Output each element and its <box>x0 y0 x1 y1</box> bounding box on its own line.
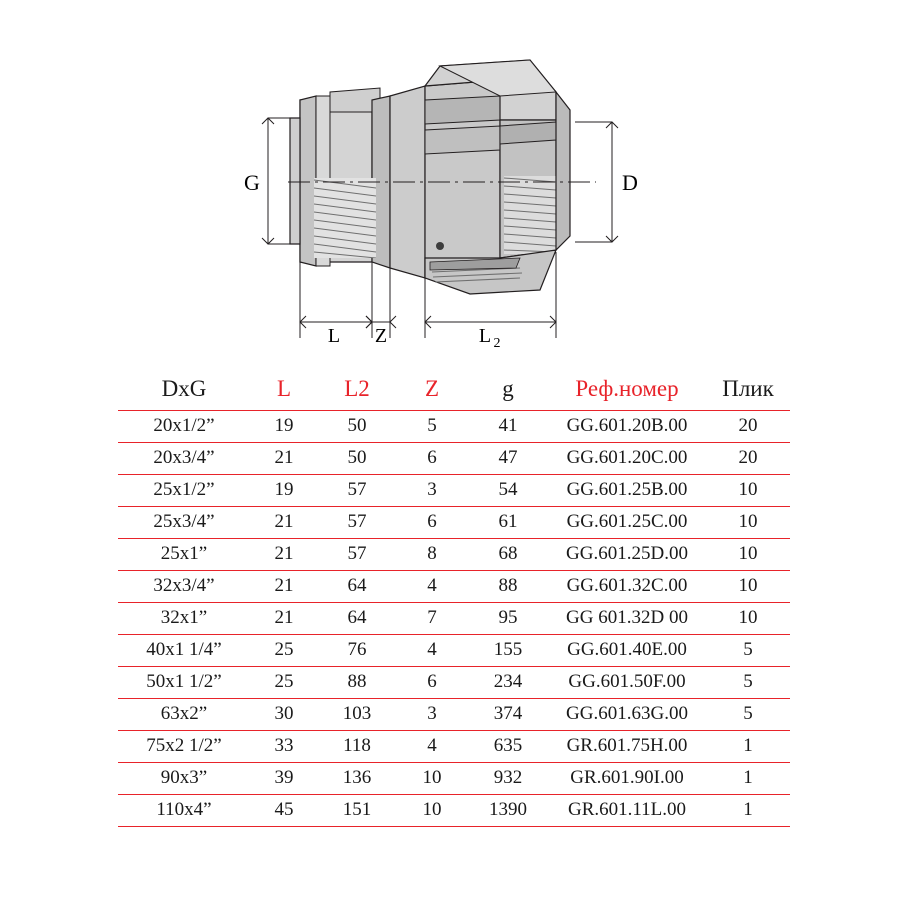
cell-pack: 10 <box>706 475 790 507</box>
cell-l2: 64 <box>318 603 396 635</box>
cell-l: 30 <box>250 699 318 731</box>
table-row <box>118 443 790 475</box>
cell-reference-number: GG.601.25B.00 <box>548 475 706 507</box>
cell-l: 21 <box>250 539 318 571</box>
cell-g: 932 <box>468 763 548 795</box>
cell-pack: 10 <box>706 539 790 571</box>
table-row <box>118 795 790 827</box>
cell-z: 10 <box>396 795 468 827</box>
cell-dxg: 40x1 1/4” <box>118 635 250 667</box>
table-row <box>118 763 790 795</box>
cell-pack: 5 <box>706 635 790 667</box>
cell-z: 4 <box>396 635 468 667</box>
table-row <box>118 635 790 667</box>
cell-l2: 88 <box>318 667 396 699</box>
cell-l: 45 <box>250 795 318 827</box>
cell-reference-number: GG 601.32D 00 <box>548 603 706 635</box>
cell-pack: 5 <box>706 699 790 731</box>
column-header-pack: Плик <box>722 376 774 401</box>
cell-dxg: 25x1” <box>118 539 250 571</box>
cell-reference-number: GG.601.50F.00 <box>548 667 706 699</box>
cell-z: 4 <box>396 571 468 603</box>
dimension-label-z: Z <box>374 325 388 347</box>
cell-dxg: 50x1 1/2” <box>118 667 250 699</box>
cell-reference-number: GR.601.90I.00 <box>548 763 706 795</box>
cell-l2: 151 <box>318 795 396 827</box>
cell-g: 374 <box>468 699 548 731</box>
cell-dxg: 20x3/4” <box>118 443 250 475</box>
cell-l: 39 <box>250 763 318 795</box>
cell-pack: 1 <box>706 763 790 795</box>
cell-g: 47 <box>468 443 548 475</box>
cell-pack: 1 <box>706 731 790 763</box>
cell-g: 88 <box>468 571 548 603</box>
column-header-g: g <box>502 376 514 401</box>
cell-z: 3 <box>396 699 468 731</box>
table-row <box>118 475 790 507</box>
cell-z: 3 <box>396 475 468 507</box>
cell-g: 61 <box>468 507 548 539</box>
cell-pack: 5 <box>706 667 790 699</box>
cell-reference-number: GR.601.75H.00 <box>548 731 706 763</box>
table-row <box>118 411 790 443</box>
cell-l: 19 <box>250 475 318 507</box>
cell-z: 6 <box>396 443 468 475</box>
cell-pack: 20 <box>706 411 790 443</box>
cell-dxg: 32x3/4” <box>118 571 250 603</box>
column-header-dxg: DxG <box>161 376 207 401</box>
cell-g: 635 <box>468 731 548 763</box>
cell-l: 21 <box>250 571 318 603</box>
cell-pack: 10 <box>706 571 790 603</box>
cell-z: 10 <box>396 763 468 795</box>
cell-z: 8 <box>396 539 468 571</box>
cell-z: 7 <box>396 603 468 635</box>
cell-dxg: 25x3/4” <box>118 507 250 539</box>
table-row <box>118 507 790 539</box>
cell-reference-number: GG.601.25D.00 <box>548 539 706 571</box>
cell-z: 6 <box>396 667 468 699</box>
column-header-reference-number: Реф.номер <box>575 376 679 401</box>
dimension-label-d: D <box>622 170 638 195</box>
cell-l2: 57 <box>318 539 396 571</box>
table-row <box>118 731 790 763</box>
table-header-row <box>118 372 790 411</box>
cell-l: 21 <box>250 603 318 635</box>
cell-l: 21 <box>250 443 318 475</box>
cell-l2: 50 <box>318 411 396 443</box>
cell-z: 5 <box>396 411 468 443</box>
technical-drawing <box>0 0 900 360</box>
cell-reference-number: GR.601.11L.00 <box>548 795 706 827</box>
cell-z: 6 <box>396 507 468 539</box>
cell-l2: 50 <box>318 443 396 475</box>
cell-reference-number: GG.601.20B.00 <box>548 411 706 443</box>
cell-dxg: 110x4” <box>118 795 250 827</box>
cell-dxg: 63x2” <box>118 699 250 731</box>
cell-l: 19 <box>250 411 318 443</box>
fitting-illustration <box>290 60 570 294</box>
cell-l2: 57 <box>318 507 396 539</box>
column-header-l2: L2 <box>344 376 370 401</box>
cell-reference-number: GG.601.32C.00 <box>548 571 706 603</box>
cell-g: 234 <box>468 667 548 699</box>
cell-g: 54 <box>468 475 548 507</box>
cell-z: 4 <box>396 731 468 763</box>
cell-reference-number: GG.601.20C.00 <box>548 443 706 475</box>
dimension-label-l2-subscript: 2 <box>493 336 501 351</box>
cell-dxg: 20x1/2” <box>118 411 250 443</box>
table-row <box>118 667 790 699</box>
table-row <box>118 603 790 635</box>
dimension-label-l2: L <box>478 325 492 347</box>
cell-reference-number: GG.601.40E.00 <box>548 635 706 667</box>
column-header-z: Z <box>424 376 440 401</box>
cell-reference-number: GG.601.25C.00 <box>548 507 706 539</box>
cell-l2: 76 <box>318 635 396 667</box>
table-row <box>118 699 790 731</box>
cell-l2: 64 <box>318 571 396 603</box>
cell-pack: 20 <box>706 443 790 475</box>
specification-table <box>118 372 790 827</box>
cell-l: 21 <box>250 507 318 539</box>
cell-dxg: 25x1/2” <box>118 475 250 507</box>
cell-g: 155 <box>468 635 548 667</box>
cell-pack: 10 <box>706 603 790 635</box>
cell-l2: 57 <box>318 475 396 507</box>
cell-g: 95 <box>468 603 548 635</box>
cell-pack: 1 <box>706 795 790 827</box>
cell-l2: 103 <box>318 699 396 731</box>
table-row <box>118 571 790 603</box>
cell-l: 33 <box>250 731 318 763</box>
cell-dxg: 75x2 1/2” <box>118 731 250 763</box>
table-row <box>118 539 790 571</box>
cell-pack: 10 <box>706 507 790 539</box>
dimension-label-g: G <box>244 170 260 195</box>
dimension-label-l: L <box>327 325 341 347</box>
cell-reference-number: GG.601.63G.00 <box>548 699 706 731</box>
cell-l: 25 <box>250 635 318 667</box>
cell-g: 41 <box>468 411 548 443</box>
column-header-l: L <box>276 376 292 401</box>
cell-dxg: 32x1” <box>118 603 250 635</box>
cell-l: 25 <box>250 667 318 699</box>
cell-g: 68 <box>468 539 548 571</box>
cell-l2: 118 <box>318 731 396 763</box>
cell-l2: 136 <box>318 763 396 795</box>
cell-dxg: 90x3” <box>118 763 250 795</box>
cell-g: 1390 <box>468 795 548 827</box>
